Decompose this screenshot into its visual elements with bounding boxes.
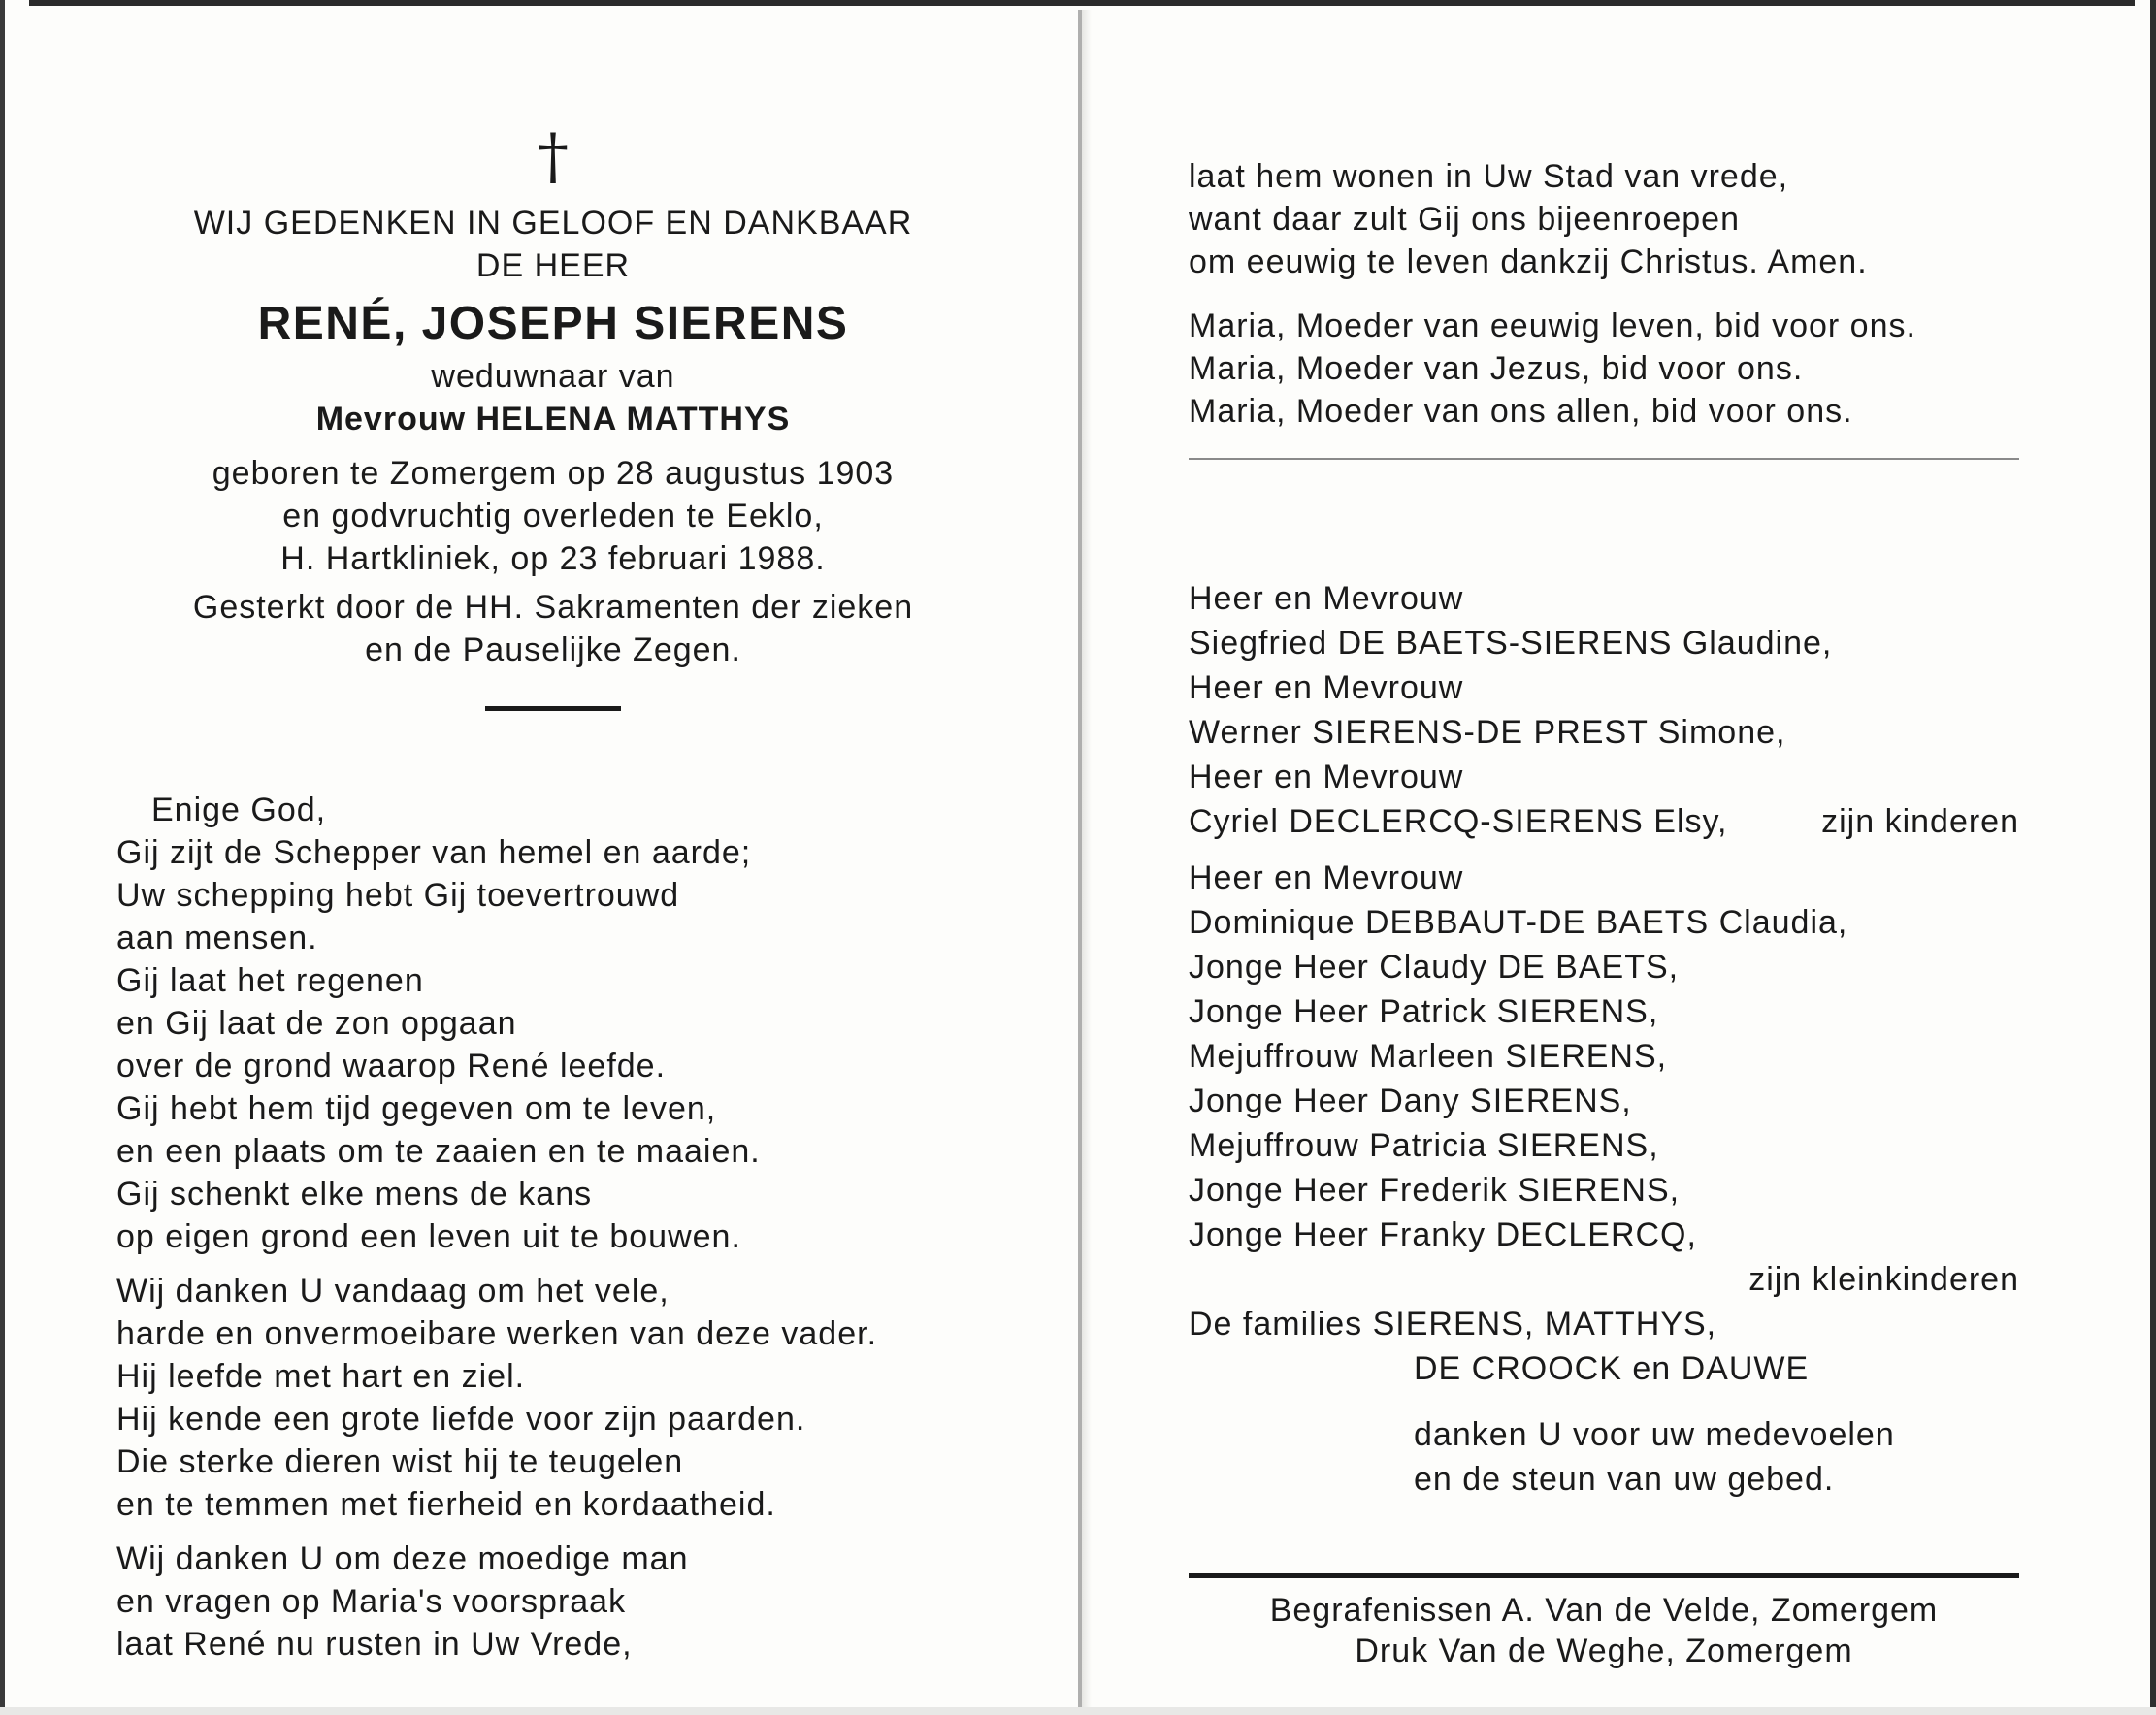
- header-line-2: DE HEER: [475, 247, 631, 284]
- maria-line: Maria, Moeder van eeuwig leven, bid voor ons.: [1189, 307, 1916, 344]
- thanks-line: danken U voor uw medevoelen: [1414, 1416, 1895, 1453]
- header-block: [116, 121, 990, 711]
- families-line: DE CROOCK en DAUWE: [1414, 1350, 1810, 1387]
- families-line: De families SIERENS, MATTHYS,: [1189, 1306, 1717, 1343]
- prayer-line: en Gij laat de zon opgaan: [116, 1005, 517, 1042]
- short-divider: [485, 706, 621, 711]
- prayer-line: Die sterke dieren wist hij te teugelen: [116, 1443, 684, 1480]
- prayer-line: op eigen grond een leven uit te bouwen.: [116, 1218, 741, 1255]
- prayer-line: laat René nu rusten in Uw Vrede,: [116, 1626, 633, 1663]
- card-edge-right: [2150, 0, 2156, 1715]
- prayer-line: en vragen op Maria's voorspraak: [116, 1583, 627, 1620]
- prayer-line: aan mensen.: [116, 920, 318, 956]
- prayer-line: Enige God,: [151, 792, 327, 828]
- deceased-name: RENÉ, JOSEPH SIERENS: [257, 298, 849, 349]
- prayer-line: Hij kende een grote liefde voor zijn paarden.: [116, 1401, 806, 1438]
- right-panel: [1189, 155, 2042, 1671]
- thin-divider: [1189, 458, 2019, 460]
- card-edge-left: [0, 0, 5, 1715]
- cross-icon: †: [538, 121, 569, 193]
- thick-divider: [1189, 1573, 2019, 1578]
- prayer-line: want daar zult Gij ons bijeenroepen: [1189, 201, 1740, 238]
- prayer-line: Gij laat het regenen: [116, 962, 424, 999]
- grandchildren-line: Jonge Heer Claudy DE BAETS,: [1189, 949, 1680, 986]
- grandchildren-line: Jonge Heer Dany SIERENS,: [1189, 1083, 1632, 1119]
- children-line: Heer en Mevrouw: [1189, 759, 1464, 795]
- grandchildren-line: Jonge Heer Franky DECLERCQ,: [1189, 1216, 1697, 1253]
- grandchildren-label: zijn kleinkinderen: [1748, 1261, 2019, 1298]
- card-fold-shadow: [1082, 10, 1092, 1707]
- left-panel: [116, 121, 990, 1666]
- thanks-line: en de steun van uw gebed.: [1414, 1461, 1835, 1498]
- prayer-line: Uw schepping hebt Gij toevertrouwd: [116, 877, 680, 914]
- grandchildren-line: Jonge Heer Patrick SIERENS,: [1189, 993, 1659, 1030]
- prayer-line: Wij danken U om deze moedige man: [116, 1540, 689, 1577]
- birth-death-line: Gesterkt door de HH. Sakramenten der zieken: [192, 589, 914, 626]
- prayer-line: om eeuwig te leven dankzij Christus. Amen.: [1189, 243, 1868, 280]
- grandchildren-line: Heer en Mevrouw: [1189, 859, 1464, 896]
- maria-line: Maria, Moeder van ons allen, bid voor ons.: [1189, 393, 1853, 430]
- children-line: Heer en Mevrouw: [1189, 669, 1464, 706]
- prayer-line: Gij schenkt elke mens de kans: [116, 1176, 593, 1213]
- widower-of: weduwnaar van: [431, 358, 675, 395]
- prayer-text: [116, 789, 990, 1666]
- printer-line: Druk Van de Weghe, Zomergem: [1355, 1633, 1853, 1669]
- grandchildren-line: Mejuffrouw Marleen SIERENS,: [1189, 1038, 1668, 1075]
- card-edge-top: [29, 0, 2135, 6]
- children-last-row: [1189, 799, 2019, 844]
- prayer-line: en een plaats om te zaaien en te maaien.: [116, 1133, 761, 1170]
- children-line: Werner SIERENS-DE PREST Simone,: [1189, 714, 1786, 751]
- children-line: Heer en Mevrouw: [1189, 580, 1464, 617]
- grandchildren-line: Dominique DEBBAUT-DE BAETS Claudia,: [1189, 904, 1848, 941]
- prayer-line: harde en onvermoeibare werken van deze vader.: [116, 1315, 878, 1352]
- spouse-name: Mevrouw HELENA MATTHYS: [315, 401, 791, 437]
- children-line: Cyriel DECLERCQ-SIERENS Elsy,: [1189, 803, 1728, 840]
- birth-death-line: en de Pauselijke Zegen.: [365, 631, 741, 668]
- prayer-line: laat hem wonen in Uw Stad van vrede,: [1189, 158, 1789, 195]
- prayer-continuation: [1189, 155, 2042, 433]
- children-label: zijn kinderen: [1821, 803, 2019, 840]
- prayer-line: en te temmen met fierheid en kordaatheid.: [116, 1486, 776, 1523]
- undertaker-line: Begrafenissen A. Van de Velde, Zomergem: [1269, 1592, 1939, 1629]
- maria-line: Maria, Moeder van Jezus, bid voor ons.: [1189, 350, 1804, 387]
- birth-death-line: H. Hartkliniek, op 23 februari 1988.: [280, 540, 826, 577]
- prayer-line: over de grond waarop René leefde.: [116, 1048, 667, 1084]
- prayer-line: Gij zijt de Schepper van hemel en aarde;: [116, 834, 752, 871]
- children-line: Siegfried DE BAETS-SIERENS Glaudine,: [1189, 625, 1833, 662]
- prayer-line: Wij danken U vandaag om het vele,: [116, 1273, 670, 1310]
- grandchildren-line: Mejuffrouw Patricia SIERENS,: [1189, 1127, 1659, 1164]
- birth-death-line: geboren te Zomergem op 28 augustus 1903: [212, 455, 895, 492]
- prayer-line: Hij leefde met hart en ziel.: [116, 1358, 526, 1395]
- prayer-line: Gij hebt hem tijd gegeven om te leven,: [116, 1090, 717, 1127]
- card-edge-bottom: [0, 1707, 2156, 1715]
- birth-death-line: en godvruchtig overleden te Eeklo,: [282, 498, 824, 534]
- footer: [1189, 1590, 2019, 1671]
- header-line-1: WIJ GEDENKEN IN GELOOF EN DANKBAAR: [193, 205, 913, 242]
- family-list: [1189, 576, 2042, 1502]
- grandchildren-line: Jonge Heer Frederik SIERENS,: [1189, 1172, 1681, 1209]
